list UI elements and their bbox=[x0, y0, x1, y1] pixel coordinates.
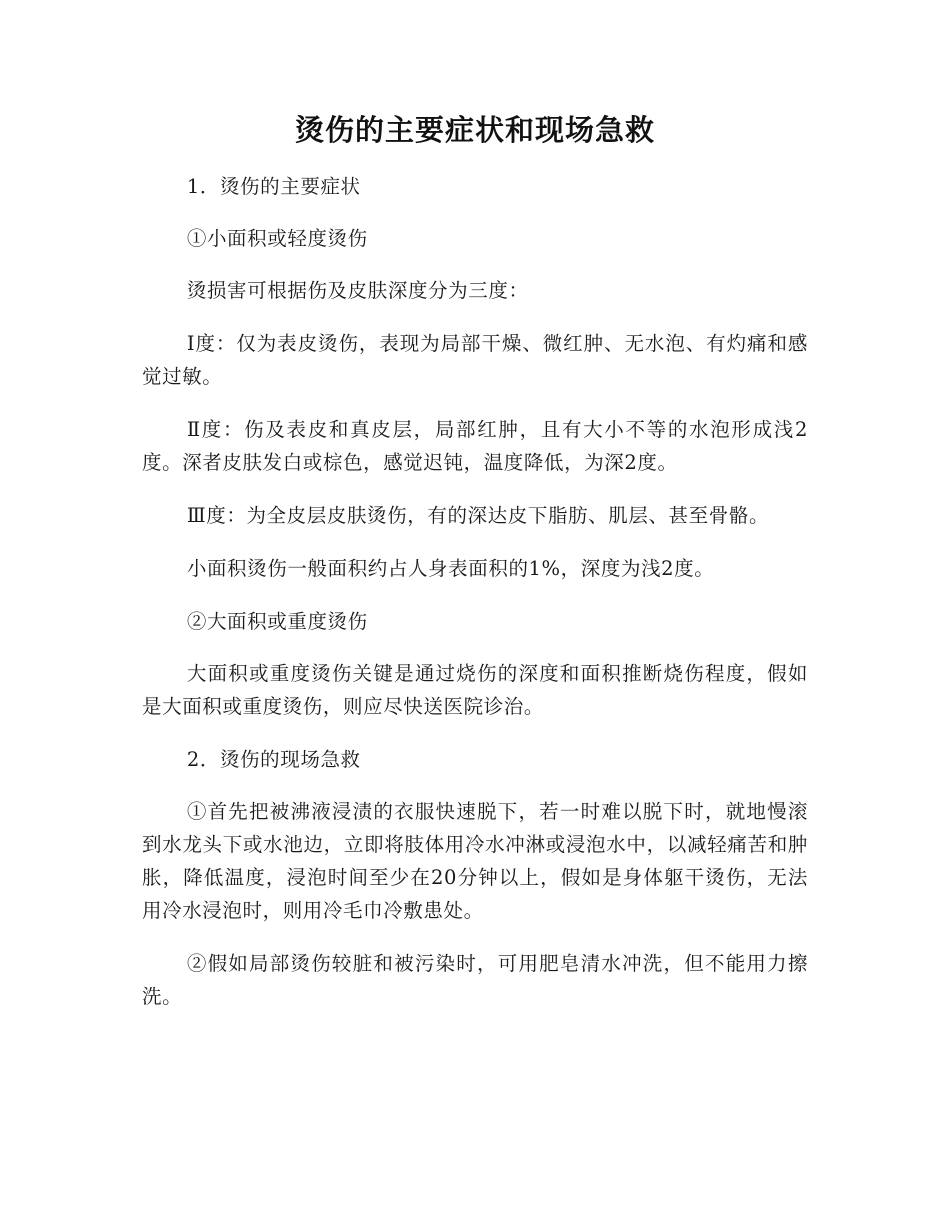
paragraph-first-aid-step-1: ①首先把被沸液浸渍的衣服快速脱下，若一时难以脱下时，就地慢滚到水龙头下或水池边，立即将肢体用冷水冲淋或浸泡水中，以减轻痛苦和肿胀，降低温度，浸泡时间至少在20分钟以上，假如是身体躯干烫伤，无法用冷水浸泡时，则用冷毛巾冷敷患处。 bbox=[142, 800, 808, 922]
document-body bbox=[142, 170, 808, 1033]
paragraph-third-degree: Ⅲ度：为全皮层皮肤烫伤，有的深达皮下脂肪、肌层、甚至骨骼。 bbox=[186, 504, 770, 527]
subheading-minor-burn: ①小面积或轻度烫伤 bbox=[186, 227, 368, 250]
paragraph-first-aid-step-2: ②假如局部烫伤较脏和被污染时，可用肥皂清水冲洗，但不能用力擦洗。 bbox=[142, 952, 808, 1008]
paragraph-minor-area: 小面积烫伤一般面积约占人身表面积的1%，深度为浅2度。 bbox=[186, 557, 715, 580]
subheading-major-burn: ②大面积或重度烫伤 bbox=[186, 610, 368, 633]
paragraph-first-degree: Ⅰ度：仅为表皮烫伤，表现为局部干燥、微红肿、无水泡、有灼痛和感觉过敏。 bbox=[142, 332, 808, 388]
paragraph-second-degree: Ⅱ度：伤及表皮和真皮层，局部红肿，且有大小不等的水泡形成浅2度。深者皮肤发白或棕色，感觉迟钝，温度降低，为深2度。 bbox=[142, 418, 808, 474]
document-title: 烫伤的主要症状和现场急救 bbox=[294, 113, 655, 147]
section-heading-first-aid: 2．烫伤的现场急救 bbox=[186, 748, 361, 771]
paragraph-major-burn: 大面积或重度烫伤关键是通过烧伤的深度和面积推断烧伤程度，假如是大面积或重度烫伤，则应尽快送医院诊治。 bbox=[142, 662, 808, 718]
section-heading-symptoms: 1．烫伤的主要症状 bbox=[186, 175, 361, 198]
paragraph-burn-degrees-intro: 烫损害可根据伤及皮肤深度分为三度： bbox=[186, 279, 529, 302]
